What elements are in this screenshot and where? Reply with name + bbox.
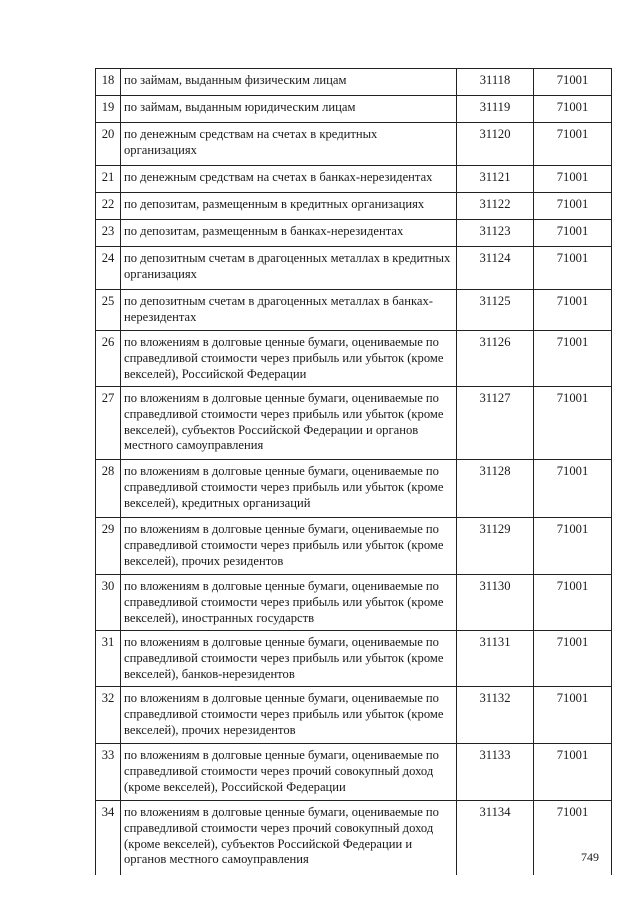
row-number: 22 — [96, 193, 121, 219]
symbol-number: 71001 — [556, 127, 589, 141]
account-number: 31128 — [457, 460, 534, 517]
table-row — [96, 96, 611, 123]
symbol-number: 71001 — [556, 335, 589, 349]
table-row — [96, 575, 611, 631]
account-number: 31125 — [457, 290, 534, 330]
table-row — [96, 331, 611, 387]
row-description: по вложениям в долговые ценные бумаги, оцениваемые по справедливой стоимости через прочий совокупный доход (кроме векселей), субъектов Российской Федерации и органов местного самоуправления — [121, 801, 457, 875]
row-number: 24 — [96, 247, 121, 289]
symbol-number: 71001 — [556, 170, 589, 184]
account-number: 31134 — [457, 801, 534, 875]
account-number: 31133 — [457, 744, 534, 800]
table-row — [96, 518, 611, 575]
table-row — [96, 687, 611, 744]
row-description: по денежным средствам на счетах в банках-нерезидентах — [121, 166, 457, 192]
row-number: 29 — [96, 518, 121, 574]
row-number: 26 — [96, 331, 121, 386]
accounts-table — [95, 68, 612, 875]
page-number: 749 — [581, 850, 599, 864]
table-row — [96, 220, 611, 247]
table-row — [96, 801, 611, 875]
symbol-number: 71001 — [556, 691, 589, 705]
account-number: 31118 — [457, 69, 534, 95]
account-number: 31120 — [457, 123, 534, 165]
row-number: 33 — [96, 744, 121, 800]
row-description: по займам, выданным физическим лицам — [121, 69, 457, 95]
row-number: 28 — [96, 460, 121, 517]
symbol-number: 71001 — [556, 100, 589, 114]
row-number: 34 — [96, 801, 121, 875]
row-number: 21 — [96, 166, 121, 192]
row-number: 23 — [96, 220, 121, 246]
table-row — [96, 744, 611, 801]
table-row — [96, 631, 611, 687]
row-number: 30 — [96, 575, 121, 630]
account-number: 31123 — [457, 220, 534, 246]
symbol-number: 71001 — [556, 251, 589, 265]
table-row — [96, 247, 611, 290]
account-number: 31127 — [457, 387, 534, 459]
table-row — [96, 387, 611, 460]
row-number: 20 — [96, 123, 121, 165]
account-number: 31130 — [457, 575, 534, 630]
account-number: 31131 — [457, 631, 534, 686]
symbol-number: 71001 — [556, 197, 589, 211]
account-number: 31129 — [457, 518, 534, 574]
symbol-number: 71001 — [556, 805, 589, 819]
symbol-number: 71001 — [556, 294, 589, 308]
symbol-number: 71001 — [556, 748, 589, 762]
account-number: 31124 — [457, 247, 534, 289]
symbol-number: 71001 — [556, 224, 589, 238]
row-description: по депозитным счетам в драгоценных металлах в кредитных организациях — [121, 247, 457, 289]
table-row — [96, 69, 611, 96]
table-row — [96, 193, 611, 220]
row-description: по вложениям в долговые ценные бумаги, оцениваемые по справедливой стоимости через прибыль или убыток (кроме векселей), иностранных государств — [121, 575, 457, 630]
account-number: 31119 — [457, 96, 534, 122]
symbol-number: 71001 — [556, 522, 589, 536]
row-description: по вложениям в долговые ценные бумаги, оцениваемые по справедливой стоимости через прибыль или убыток (кроме векселей), прочих резидентов — [121, 518, 457, 574]
symbol-number: 71001 — [556, 464, 589, 478]
table-row — [96, 123, 611, 166]
row-number: 18 — [96, 69, 121, 95]
table-row — [96, 166, 611, 193]
account-number: 31126 — [457, 331, 534, 386]
table-row — [96, 460, 611, 518]
table-row — [96, 290, 611, 331]
row-description: по депозитным счетам в драгоценных металлах в банках-нерезидентах — [121, 290, 457, 330]
symbol-number: 71001 — [556, 73, 589, 87]
row-description: по вложениям в долговые ценные бумаги, оцениваемые по справедливой стоимости через прочий совокупный доход (кроме векселей), Российской Федерации — [121, 744, 457, 800]
row-description: по вложениям в долговые ценные бумаги, оцениваемые по справедливой стоимости через прибыль или убыток (кроме векселей), субъектов Российской Федерации и органов местного самоуправления — [121, 387, 457, 459]
row-number: 27 — [96, 387, 121, 459]
row-number: 31 — [96, 631, 121, 686]
row-description: по денежным средствам на счетах в кредитных организациях — [121, 123, 457, 165]
row-number: 25 — [96, 290, 121, 330]
row-description: по депозитам, размещенным в банках-нерезидентах — [121, 220, 457, 246]
symbol-number: 71001 — [556, 579, 589, 593]
account-number: 31121 — [457, 166, 534, 192]
row-description: по депозитам, размещенным в кредитных организациях — [121, 193, 457, 219]
row-description: по займам, выданным юридическим лицам — [121, 96, 457, 122]
row-description: по вложениям в долговые ценные бумаги, оцениваемые по справедливой стоимости через прибыль или убыток (кроме векселей), прочих нерезидентов — [121, 687, 457, 743]
row-description: по вложениям в долговые ценные бумаги, оцениваемые по справедливой стоимости через прибыль или убыток (кроме векселей), банков-нерезидентов — [121, 631, 457, 686]
row-number: 19 — [96, 96, 121, 122]
account-number: 31132 — [457, 687, 534, 743]
account-number: 31122 — [457, 193, 534, 219]
symbol-number: 71001 — [556, 391, 589, 405]
row-description: по вложениям в долговые ценные бумаги, оцениваемые по справедливой стоимости через прибыль или убыток (кроме векселей), Российской Федерации — [121, 331, 457, 386]
row-description: по вложениям в долговые ценные бумаги, оцениваемые по справедливой стоимости через прибыль или убыток (кроме векселей), кредитных организаций — [121, 460, 457, 517]
symbol-number: 71001 — [556, 635, 589, 649]
row-number: 32 — [96, 687, 121, 743]
